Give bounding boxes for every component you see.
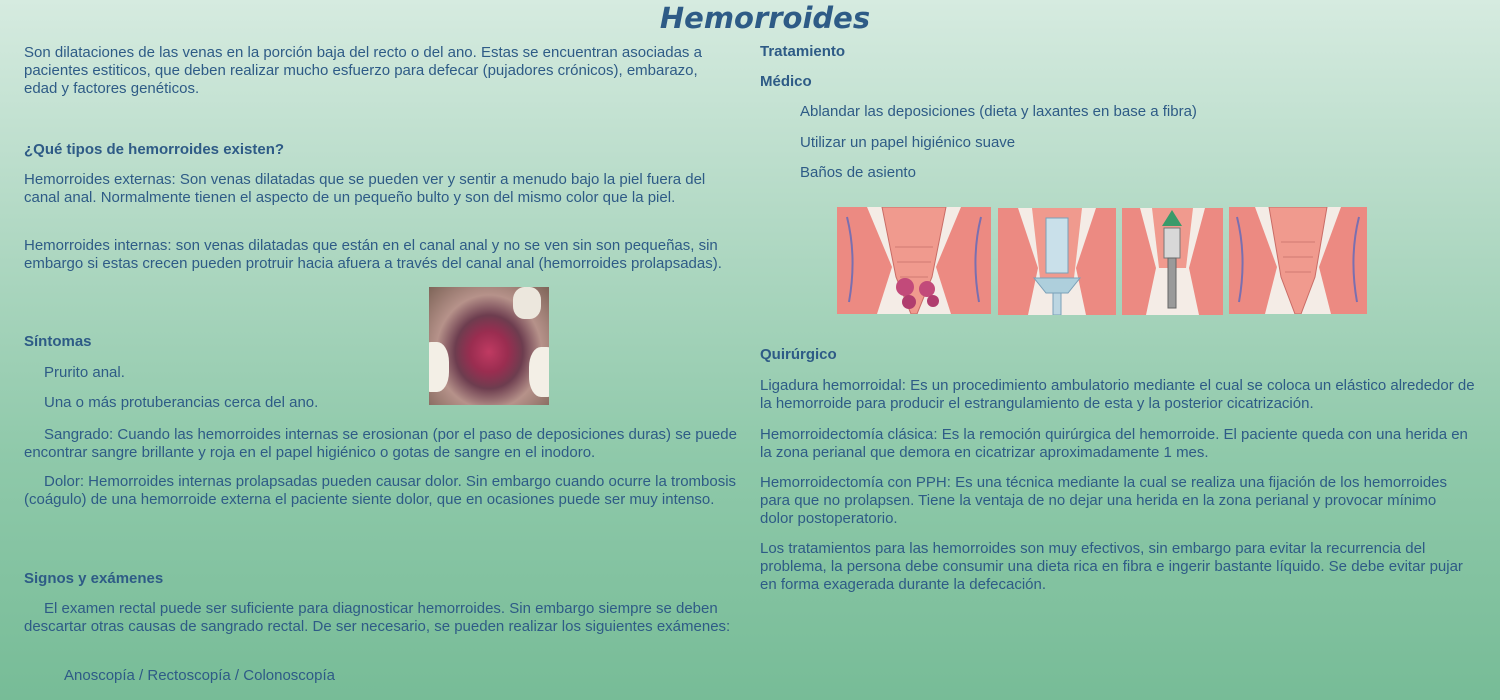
symptom-item xyxy=(24,426,740,462)
internal-paragraph: Hemorroides internas: son venas dilatadas que están en el canal anal y no se ven sin son pequeñas, sin embargo si estas crecen pueden protruir hacia afuera a través del canal anal (hemorroides prolapsadas). xyxy=(24,237,722,272)
symptom-item: Una o más protuberancias cerca del ano. xyxy=(44,394,319,411)
anatomy-illustration-3 xyxy=(1122,208,1223,315)
external-paragraph: Hemorroides externas: Son venas dilatadas que se pueden ver y sentir a menudo bajo la piel fuera del canal anal. Normalmente tienen el aspecto de un pequeño bulto y son del mismo color que la piel. xyxy=(24,171,706,206)
symptom-text: Sangrado: Cuando las hemorroides internas se erosionan (por el paso de deposiciones duras) se puede encontrar sangre brillante y roja en el papel higiénico o gotas de sangre en el inodoro. xyxy=(24,426,737,461)
medical-item: Ablandar las deposiciones (dieta y laxantes en base a fibra) xyxy=(800,103,1197,120)
closing-paragraph: Los tratamientos para las hemorroides son muy efectivos, sin embargo para evitar la recurrencia del problema, la persona debe consumir una dieta rica en fibra e ingerir bastante líquido. Se debe evitar pujar en forma exagerada durante la defecación. xyxy=(760,540,1463,593)
surgical-heading: Quirúrgico xyxy=(760,346,837,363)
page-title: Hemorroides xyxy=(659,1,871,35)
medical-heading: Médico xyxy=(760,73,812,90)
medical-item: Baños de asiento xyxy=(800,164,916,181)
symptom-text: Dolor: Hemorroides internas prolapsadas pueden causar dolor. Sin embargo cuando ocurre la trombosis (coágulo) de una hemorroide externa el paciente siente dolor, que en ocasiones puede ser muy intenso. xyxy=(24,473,737,508)
symptom-item: Prurito anal. xyxy=(44,364,125,381)
surgical-item: Hemorroidectomía con PPH: Es una técnica mediante la cual se realiza una fijación de los hemorroides para que no prolapsen. Tiene la ventaja de no dejar una herida en la zona perianal y provocar mínimo dolor postoperatorio. xyxy=(760,474,1448,527)
clinical-photo xyxy=(429,287,549,405)
symptoms-heading: Síntomas xyxy=(24,333,92,350)
exams-list: Anoscopía / Rectoscopía / Colonoscopía xyxy=(64,667,335,684)
symptom-item xyxy=(24,473,740,509)
signs-text: El examen rectal puede ser suficiente para diagnosticar hemorroides. Sin embargo siempre se deben descartar otras causas de sangrado rectal. De ser necesario, se pueden realizar los siguientes exámenes: xyxy=(24,600,731,635)
types-heading: ¿Qué tipos de hemorroides existen? xyxy=(24,141,285,158)
intro-paragraph: Son dilataciones de las venas en la porción baja del recto o del ano. Estas se encuentran asociadas a pacientes estiticos, que deben realizar mucho esfuerzo para defecar (pujadores crónicos), embarazo, edad y factores genéticos. xyxy=(24,44,702,97)
anatomy-illustration-4 xyxy=(1229,207,1367,314)
surgical-item: Hemorroidectomía clásica: Es la remoción quirúrgica del hemorroide. El paciente queda con una herida en la zona perianal que demora en cicatrizar aproximadamente 1 mes. xyxy=(760,426,1468,461)
signs-heading: Signos y exámenes xyxy=(24,570,164,587)
anatomy-illustration-1 xyxy=(837,207,991,314)
signs-paragraph xyxy=(24,600,740,636)
anatomy-illustration-2 xyxy=(998,208,1116,315)
left-column xyxy=(24,0,740,700)
right-column xyxy=(760,0,1480,700)
medical-item: Utilizar un papel higiénico suave xyxy=(800,134,1016,151)
surgical-item: Ligadura hemorroidal: Es un procedimiento ambulatorio mediante el cual se coloca un elástico alrededor de la hemorroide para producir el estrangulamiento de esta y la posterior cicatrización. xyxy=(760,377,1475,412)
treatment-heading: Tratamiento xyxy=(760,43,846,60)
